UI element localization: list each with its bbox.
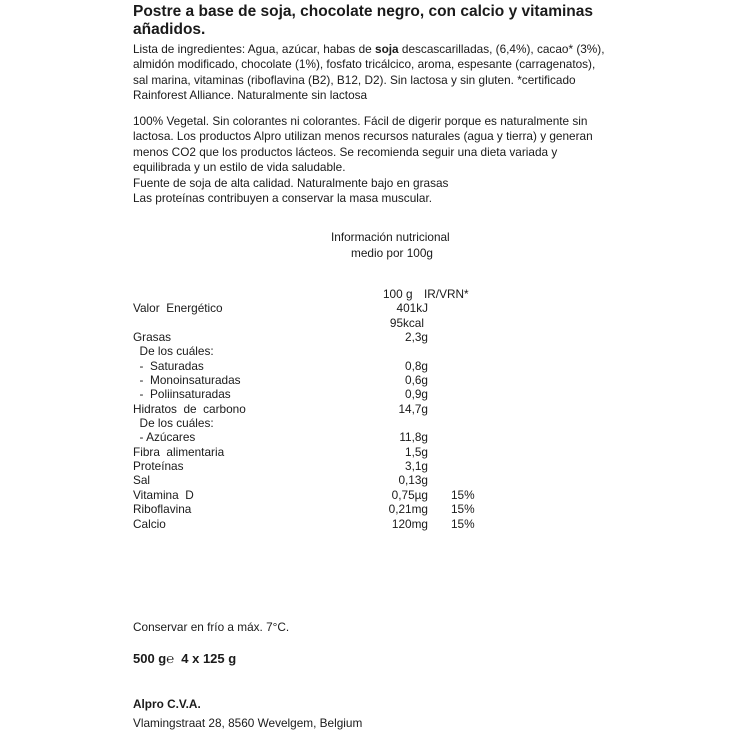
storage-instructions: Conservar en frío a máx. 7°C. (133, 620, 290, 634)
nutrition-row (133, 502, 533, 516)
nutrition-row (133, 416, 533, 430)
claim-paragraph: 100% Vegetal. Sin colorantes ni colorantes. Fácil de digerir porque es naturalmente sin lactosa. Los productos Alpro utilizan menos recursos naturales (agua y tierra) y generan menos CO2 que los productos lácteos. Se recomienda seguir una dieta variada y equilibrada y un estilo de vida saludable. (133, 114, 593, 175)
nutrition-heading (331, 229, 450, 261)
ingredients-suffix: descascarilladas, (6,4%), cacao* (3%), almidón modificado, chocolate (1%), fosfato tricálcico, aroma, espesante (carragenatos), sal marina, vitaminas (riboflavina (B2), B12, D2). Sin lactosa y sin gluten. *certificado Rainforest Alliance. Naturalmente sin lactosa (133, 42, 605, 103)
nutrient-label: De los cuáles: (133, 416, 214, 431)
nutrient-label: - Poliinsaturadas (133, 387, 231, 402)
claim-line: Fuente de soja de alta calidad. Naturalmente bajo en grasas (133, 175, 449, 190)
nutrient-label: Riboflavina (133, 502, 192, 517)
company-name: Alpro C.V.A. (133, 697, 201, 711)
nutrient-value: 3,1g (405, 459, 428, 474)
nutrient-label: Proteínas (133, 459, 184, 474)
ingredients-prefix: Lista de ingredientes: Agua, azúcar, habas de (133, 42, 376, 56)
nutrient-ir-percent: 15% (451, 502, 475, 517)
nutrition-row (133, 387, 533, 401)
nutrition-heading-line2: medio por 100g (351, 246, 433, 260)
nutrition-row (133, 373, 533, 387)
nutrient-label: Grasas (133, 330, 172, 345)
company-address: Vlamingstraat 28, 8560 Wevelgem, Belgium (133, 716, 363, 730)
nutrient-value: 120mg (391, 516, 428, 531)
nutrition-row (133, 517, 533, 531)
nutrient-label: Valor Energético (133, 301, 223, 316)
net-weight: 500 g℮ 4 x 125 g (133, 651, 237, 666)
nutrition-row (133, 330, 533, 344)
nutrient-value: 1,5g (405, 444, 428, 459)
claim-line: Las proteínas contribuyen a conservar la masa muscular. (133, 191, 433, 206)
nutrient-label: Hidratos de carbono (133, 401, 246, 416)
nutrient-value: 0,6g (405, 373, 428, 388)
nutrient-value: 401kJ (396, 301, 428, 316)
nutrient-value: 95kcal (389, 315, 424, 330)
product-claims (133, 114, 613, 206)
nutrient-value: 11,8g (399, 430, 428, 445)
nutrient-label: Vitamina D (133, 487, 194, 502)
column-ir-vrn: IR/VRN* (424, 287, 469, 301)
nutrition-table (133, 287, 533, 531)
nutrient-value: 14,7g (398, 401, 428, 416)
nutrient-label: Fibra alimentaria (133, 444, 225, 459)
nutrient-value: 2,3g (405, 330, 428, 345)
nutrient-label: De los cuáles: (133, 344, 214, 359)
nutrient-value: 0,13g (398, 473, 428, 488)
nutrient-ir-percent: 15% (451, 487, 475, 502)
nutrient-ir-percent: 15% (451, 516, 475, 531)
nutrition-heading-line1: Información nutricional (331, 230, 450, 244)
nutrient-label: Calcio (133, 516, 166, 531)
nutrition-row (133, 316, 533, 330)
nutrition-row (133, 359, 533, 373)
nutrient-label: - Saturadas (133, 358, 204, 373)
nutrient-label: - Azúcares (133, 430, 196, 445)
nutrition-table-header (133, 287, 533, 301)
nutrition-row (133, 459, 533, 473)
product-title: Postre a base de soja, chocolate negro, con calcio y vitaminas añadidos. (133, 3, 594, 38)
nutrition-row (133, 488, 533, 502)
nutrition-row (133, 445, 533, 459)
nutrition-row (133, 402, 533, 416)
nutrient-value: 0,8g (405, 358, 428, 373)
nutrition-row (133, 473, 533, 487)
nutrient-value: 0,75µg (391, 487, 428, 502)
nutrition-rows (133, 301, 533, 531)
nutrition-row (133, 344, 533, 358)
column-per-100g: 100 g (383, 287, 413, 301)
nutrient-label: - Monoinsaturadas (133, 373, 241, 388)
ingredients-list (133, 42, 613, 104)
nutrition-row (133, 430, 533, 444)
allergen-soja: soja (375, 42, 399, 56)
nutrition-row (133, 301, 533, 315)
nutrient-value: 0,9g (405, 387, 428, 402)
nutrient-value: 0,21mg (388, 502, 428, 517)
nutrient-label: Sal (133, 473, 151, 488)
